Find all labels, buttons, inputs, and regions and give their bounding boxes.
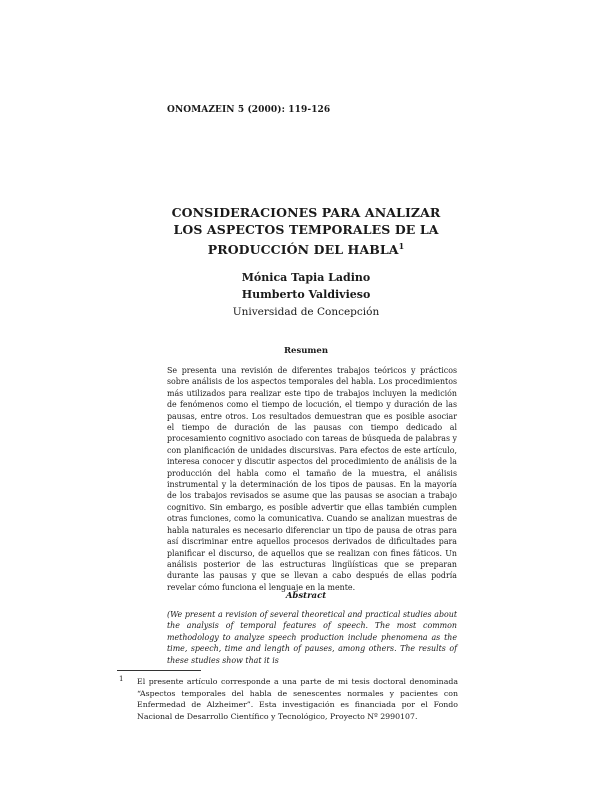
author-name: Mónica Tapia Ladino: [241, 271, 371, 284]
title-line-2: LOS ASPECTOS TEMPORALES DE LA: [173, 222, 439, 237]
title-line-1: CONSIDERACIONES PARA ANALIZAR: [171, 205, 441, 220]
resumen-text: Se presenta una revisión de diferentes trabajos teóricos y prácticos sobre análisis de los aspectos temporales del habla. Los procedimientos más utilizados para realizar este tipo de trabajos incluyen la medición de fenómenos como el tiempo de locución, el tiempo y duración de las pausas, entre otros. Los resultados demuestran que es posible asociar el tiempo de duración de las pausas con tiempo dedicado al procesamiento cognitivo asociado con tareas de búsqueda de palabras y con planificación de unidades discursivas. Para efectos de este artículo, interesa conocer y discutir aspectos del procedimiento de análisis de la producción del habla como el tamaño de la muestra, el análisis instrumental y la determinación de los tipos de pausas. En la mayoría de los trabajos revisados se asume que las pausas se asocian a trabajo cognitivo. Sin embargo, es posible advertir que ellas también cumplen otras funciones, como la comunicativa. Cuando se analizan muestras de habla naturales es necesario diferenciar un tipo de pausa de otras para así discriminar entre aquellos procesos derivados de dificultades para planificar el discurso, de aquellos que se realizan con fines fáticos. Un análisis posterior de las estructuras lingüísticas que se preparan durante las pausas y que se llevan a cabo después de ellas podría revelar cómo funciona el lenguaje en la mente.: [167, 366, 457, 592]
article-title: [150, 204, 462, 258]
title-footnote-marker[interactable]: 1: [398, 241, 405, 251]
abstract-heading: Abstract: [285, 591, 327, 601]
footnote-divider: [117, 670, 201, 671]
author-name: Humberto Valdivieso: [241, 288, 371, 301]
title-line-3: [150, 238, 462, 258]
affiliation: Universidad de Concepción: [232, 306, 380, 318]
footnote-text: El presente artículo corresponde a una parte de mi tesis doctoral denominada “Aspectos temporales del habla de senescentes normales y pacientes con Enfermedad de Alzheimer”. Esta investigación es financiada por el Fondo Nacional de Desarrollo Científico y Tecnológico, Proyecto Nº 2990107.: [137, 677, 458, 721]
resumen-heading: Resumen: [283, 346, 329, 356]
title-line-3-text: PRODUCCIÓN DEL HABLA: [207, 242, 399, 258]
authors: [150, 269, 462, 303]
abstract-text: (We present a revision of several theoretical and practical studies about the analysis of temporal features of speech. The most common methodology to analyze speech production include phenomena as the time, speech, time and length of pauses, among others. The results of these studies show that it is: [167, 610, 457, 665]
journal-citation: ONOMAZEIN 5 (2000): 119-126: [167, 105, 331, 115]
footnote-number: 1: [119, 675, 124, 683]
